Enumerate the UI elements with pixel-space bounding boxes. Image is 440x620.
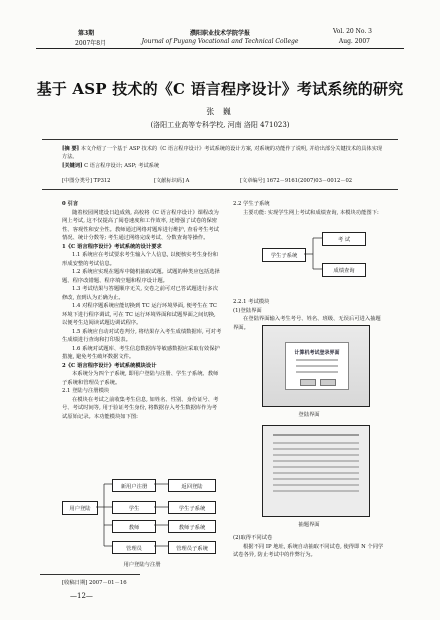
paragraph: 本系统分为四个子系统, 即用户登陆与注册、学生子系统、教师子系统和管理员子系统。 <box>62 371 219 386</box>
issue-month-en: Aug. 2007 <box>338 38 370 45</box>
page-number: —12— <box>70 592 93 600</box>
paragraph: 主要功能: 实现学生网上考试和成绩查询, 本模块功能图下: <box>243 209 379 216</box>
form-line <box>296 365 338 367</box>
author-name: 张 巍 <box>206 107 234 116</box>
fig1-teacher-sys-box: 教师子系统 <box>168 520 216 533</box>
screen-line <box>273 484 359 486</box>
right-column-end <box>233 534 385 560</box>
section-heading: 0 引言 <box>62 201 79 207</box>
section-heading: 2《C 语言程序设计》考试系统模块设计 <box>62 362 157 369</box>
subsection-heading: 2.1 登陆与注册模块 <box>62 388 110 394</box>
screen-line <box>273 478 359 480</box>
paragraph: 随着校园网建设日趋成熟, 高校将《C 语言程序设计》课程改为网上考试, 这不仅提高了阅卷速度和工作效率, 还增强了试卷的保密性、客观性和安全性。教师通过网络对题库进行维护, 查看考生考试情况、统计分数等; 考生通过网络完成考试、分数查询等操作。 <box>62 209 219 241</box>
subsubsection-heading: (2)取得不同试卷 <box>233 535 273 541</box>
screen-line <box>273 460 359 462</box>
paragraph: 1.4 对程序题系统应能切换到 TC 运行环境界面, 便考生在 TC 环境下进行程序调试, 可在 TC 运行环境界面和试题界面之间切换, 以便考生边阅读试题边调试程序。 <box>62 303 217 326</box>
screen-line <box>273 466 359 468</box>
abstract <box>62 145 384 161</box>
journal-name-en: Journal of Puyang Vocational and Technical College <box>141 38 299 45</box>
fig1-register-box: 新用户注册 <box>112 479 156 492</box>
screen-line <box>273 454 359 456</box>
form-button <box>300 379 316 386</box>
fig3-login-screenshot <box>262 325 370 407</box>
running-header <box>0 28 440 62</box>
document-code: [文献标识码] A <box>154 178 190 184</box>
fig1-caption: 用户登陆与注册 <box>123 562 161 568</box>
login-panel <box>285 342 349 390</box>
fig2-student-sys-box: 学生子系统 <box>262 248 306 262</box>
left-column <box>62 200 222 421</box>
screen-line <box>273 442 359 444</box>
fig1-login-box: 用户登陆 <box>62 501 98 515</box>
clc-number: [中图分类号] TP312 <box>62 178 111 184</box>
login-panel-title: 计算机考试登录界面 <box>294 350 340 356</box>
subsection-heading: 2.2.1 考试模块 <box>233 299 270 305</box>
paper-title: 基于 ASP 技术的《C 语言程序设计》考试系统的研究 <box>36 80 404 98</box>
form-button <box>320 379 336 386</box>
fig3-caption: 登陆界面 <box>298 412 320 418</box>
abstract-text: 本文介绍了一个基于 ASP 技术的《C 语言程序设计》考试系统的设计方案, 对系统的功能作了说明, 并给出部分关键技术的具体实现方法。 <box>62 146 382 160</box>
right-column <box>233 200 385 217</box>
paragraph: 在登陆界面输入考生考号、姓名、班级、无误后可进入抽题界面。 <box>233 316 381 331</box>
abstract-top-rule <box>42 139 398 140</box>
fig1-teacher-box: 教师 <box>112 520 156 533</box>
abstract-label: [摘 要] <box>62 146 80 152</box>
screen-line <box>273 434 359 436</box>
form-line <box>296 359 338 361</box>
screen-line <box>273 490 359 492</box>
paragraph: 根据不同 IP 地址, 系统自动抽取不同试卷, 使得即 N 个同学试卷各异, 防止考试中的作弊行为。 <box>233 543 384 558</box>
fig1-back-login-box: 返回登陆 <box>168 479 216 492</box>
keywords <box>62 162 384 169</box>
received-date: [收稿日期] 2007－01－16 <box>62 580 127 586</box>
fig4-exam-screenshot <box>262 425 370 517</box>
fig1-student-sys-box: 学生子系统 <box>168 501 216 514</box>
fig1-admin-box: 管理员 <box>112 541 156 554</box>
paragraph: 1.3 考试结果与答题顺序无关, 交卷之前可对已答试题进行多次修改, 直到认为正确为止。 <box>62 286 218 301</box>
paragraph: 在模块在考试之前收集考生信息, 如姓名、性别、身份证号、考号、考试时间等, 用于验证考生身份, 将数据存入考生数据库作为考试原始记录。本功能模块如下图: <box>62 396 219 420</box>
header-rule <box>36 48 404 49</box>
fig2-score-box: 成绩查询 <box>322 263 366 277</box>
subsubsection-heading: (1)登陆界面 <box>233 307 262 314</box>
author-affiliation: (洛阳工业高等专科学校, 河南 洛阳 471023) <box>150 121 290 129</box>
abstract-bottom-rule <box>42 189 398 190</box>
issue-date: 2007年8月 <box>75 40 107 47</box>
form-line <box>296 371 338 373</box>
paragraph: 1.6 系统对试题库、考生信息数据库等敏感数据应采取有效保护措施, 避免考生破坏数据文件。 <box>62 345 220 360</box>
section-heading: 1《C 语言程序设计》考试系统的设计要求 <box>62 243 162 250</box>
screen-line <box>273 472 359 474</box>
subsection-heading: 2.2 学生子系统 <box>233 201 270 207</box>
paragraph: 1.1 系统应在考试要求考生输入个人信息, 以便核实考生身份和形成安整的考试信息。 <box>62 252 218 267</box>
paragraph: 1.2 系统应实现在题库中随机抽取试题。试题的种类应包括选择题、程序改错题、程序填空题和程序设计题。 <box>62 269 220 284</box>
screen-line <box>273 448 359 450</box>
footnote-rule <box>40 574 140 575</box>
issue-number: 第3期 <box>78 30 95 37</box>
keywords-text: C 语言程序设计; ASP; 考试系统 <box>84 163 160 169</box>
keywords-label: [关键词] <box>62 163 83 169</box>
journal-name-cn: 濮阳职业技术学院学报 <box>189 30 250 37</box>
volume-number: Vol. 20 No. 3 <box>332 28 372 35</box>
fig1-student-box: 学生 <box>112 501 156 514</box>
fig1-admin-sys-box: 管理员子系统 <box>168 541 216 554</box>
fig4-caption: 抽题界面 <box>298 522 320 528</box>
fig2-exam-box: 考 试 <box>322 232 366 246</box>
paragraph: 1.5 系统应自动对试卷判分, 将结果存入考生成绩数据库, 可对考生成绩进行查询和打印报表。 <box>62 328 222 343</box>
article-number: [文章编号] 1672－9161(2007)03－0012－02 <box>240 178 353 184</box>
